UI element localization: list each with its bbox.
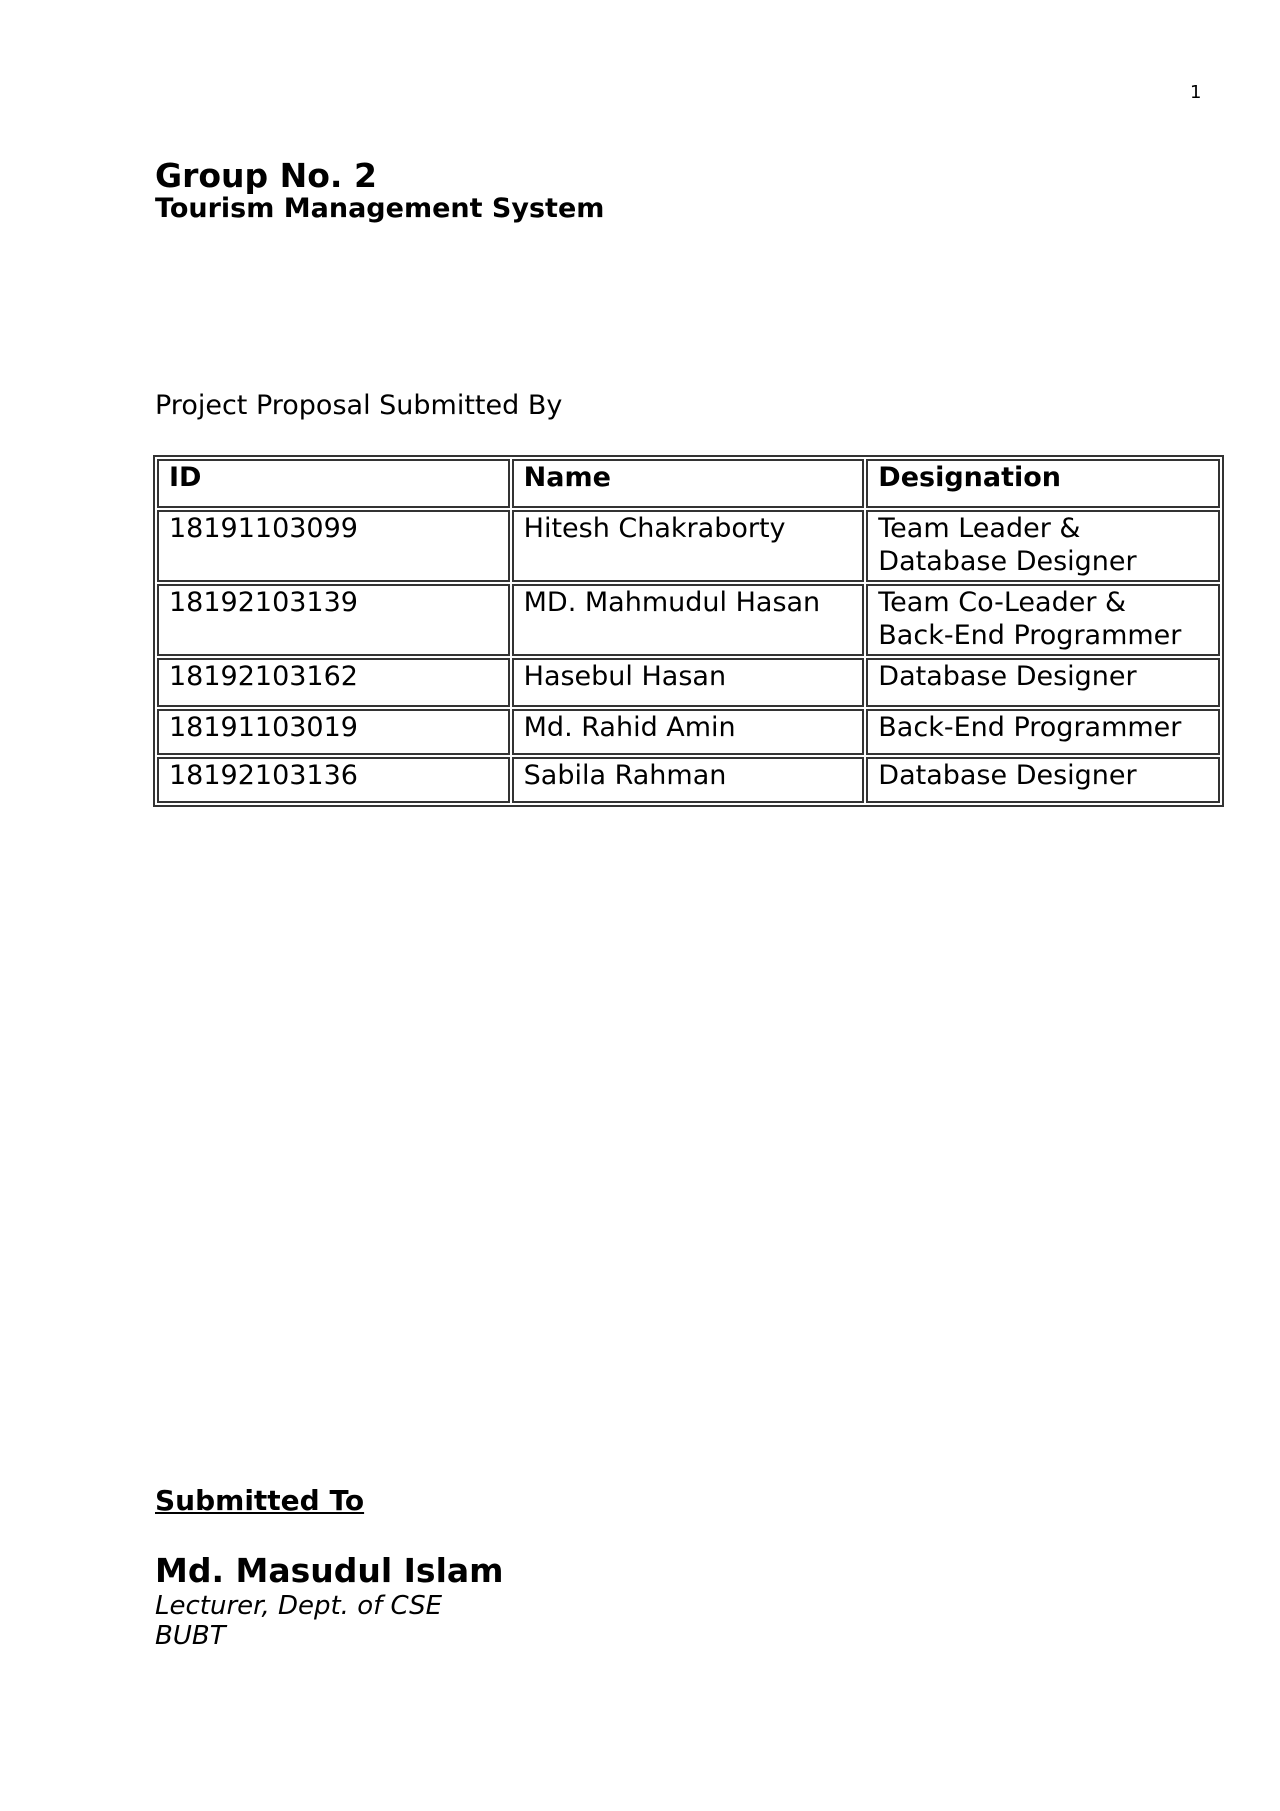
table-row [157, 709, 1220, 755]
members-table [153, 455, 1224, 807]
supervisor-organization: BUBT [155, 1621, 226, 1651]
column-header-designation: Designation [866, 459, 1220, 508]
supervisor-name: Md. Masudul Islam [155, 1551, 504, 1590]
supervisor-role: Lecturer, Dept. of CSE [155, 1591, 443, 1621]
member-designation: Team Co-Leader & Back-End Programmer [866, 584, 1220, 656]
column-header-name: Name [512, 459, 865, 508]
member-designation: Database Designer [866, 658, 1220, 707]
page-number: 1 [1190, 82, 1202, 103]
table-header-row [157, 459, 1220, 508]
table-row [157, 510, 1220, 582]
member-id: 18192103139 [157, 584, 510, 656]
submitted-by-label: Project Proposal Submitted By [155, 390, 563, 421]
member-id: 18192103162 [157, 658, 510, 707]
member-designation: Team Leader & Database Designer [866, 510, 1220, 582]
member-name: Hitesh Chakraborty [512, 510, 865, 582]
member-designation: Database Designer [866, 757, 1220, 803]
member-name: Sabila Rahman [512, 757, 865, 803]
column-header-id: ID [157, 459, 510, 508]
table-row [157, 757, 1220, 803]
group-title: Group No. 2 [155, 156, 377, 195]
member-id: 18191103019 [157, 709, 510, 755]
project-title: Tourism Management System [155, 193, 605, 224]
member-name: Md. Rahid Amin [512, 709, 865, 755]
member-name: Hasebul Hasan [512, 658, 865, 707]
member-id: 18192103136 [157, 757, 510, 803]
submitted-to-label: Submitted To [155, 1484, 365, 1517]
member-name: MD. Mahmudul Hasan [512, 584, 865, 656]
member-id: 18191103099 [157, 510, 510, 582]
member-designation: Back-End Programmer [866, 709, 1220, 755]
table-row [157, 658, 1220, 707]
table-row [157, 584, 1220, 656]
